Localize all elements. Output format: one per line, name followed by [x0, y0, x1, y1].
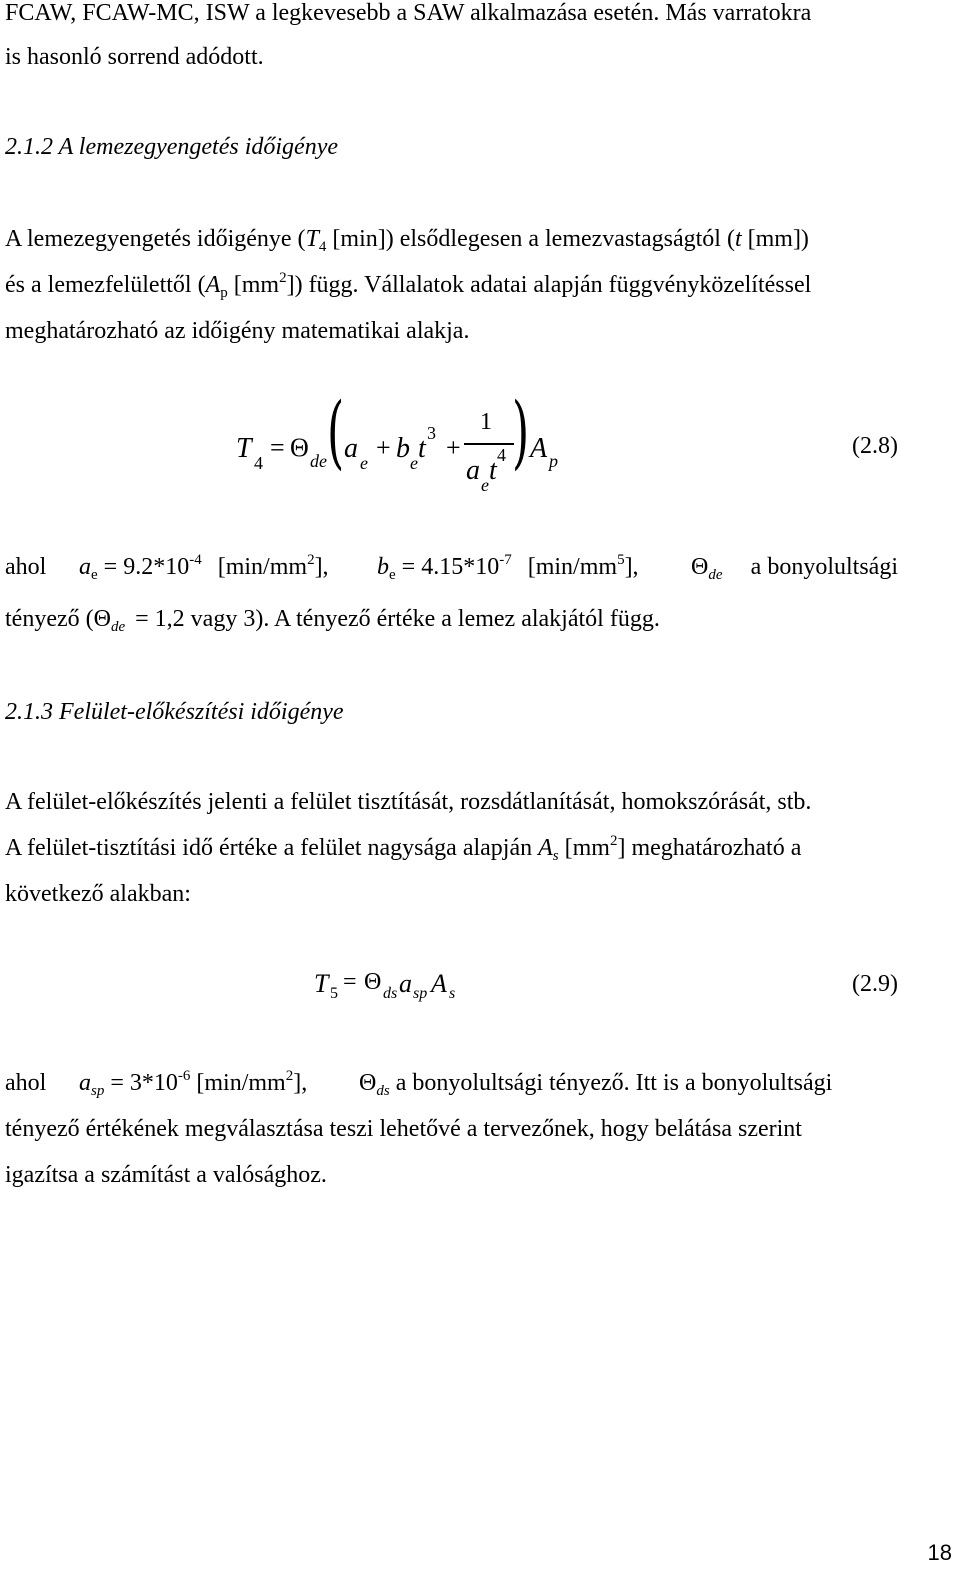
definition-line: tényező ($\Theta_{de} = 1,2$ vagy 3). A tényező értéke a lemez alakjától függ.	[5, 606, 660, 635]
paragraph-line	[5, 224, 898, 254]
equation-number: (2.9)	[852, 971, 898, 997]
eq-symbol: a	[399, 969, 412, 998]
eq-symbol: t	[489, 455, 497, 486]
eq-subscript: s	[449, 985, 456, 1002]
equation-2-8	[0, 385, 960, 505]
definition-line: igazítsa a számítást a valósághoz.	[5, 1162, 327, 1188]
eq-superscript: 4	[497, 445, 506, 465]
eq-operator: =	[343, 969, 357, 995]
eq-symbol: b	[396, 433, 410, 464]
paragraph-line	[5, 42, 264, 72]
eq-operator: +	[376, 433, 391, 462]
text-line: FCAW, FCAW-MC, ISW a legkevesebb a SAW alkalmazása esetén. Más varratokra	[5, 0, 812, 26]
eq-operator: =	[270, 433, 285, 462]
definition-line	[5, 1114, 898, 1144]
text-line: is hasonló sorrend adódott.	[5, 44, 264, 70]
equation-number: (2.8)	[852, 433, 898, 459]
eq-symbol: T	[314, 969, 329, 998]
eq-symbol: A	[530, 433, 548, 464]
text-line: A felület-tisztítási idő értéke a felület nagysága alapján $A_s$ $[mm^2]$ meghatározható a	[5, 833, 802, 864]
text-line: A felület-előkészítés jelenti a felület tisztítását, rozsdátlanítását, homokszórását, stb.	[5, 789, 812, 815]
paragraph-line: következő alakban:	[5, 881, 191, 907]
page-number: 18	[927, 1540, 952, 1565]
eq-subscript: sp	[413, 985, 428, 1002]
eq-symbol: a	[344, 433, 358, 464]
eq-subscript: e	[481, 475, 489, 495]
eq-symbol: Θ	[364, 969, 382, 995]
definition-line: ahol $a_e = 9.2*10^{-4}$ $[\min/mm^2]$, $b_e = 4.15*10^{-7}$ $[\min/mm^5]$, $\Theta_{de}$ a bonyolultsági	[5, 552, 898, 583]
paragraph-line	[5, 0, 898, 28]
eq-superscript: 3	[427, 423, 436, 443]
eq-symbol: Θ	[290, 433, 309, 462]
eq-subscript: 5	[330, 985, 338, 1002]
eq-subscript: p	[549, 451, 558, 471]
paragraph-line	[5, 787, 898, 817]
eq-symbol: A	[431, 969, 447, 998]
eq-symbol: T	[236, 433, 252, 464]
eq-subscript: 4	[254, 453, 263, 473]
definition-line: ahol $a_{sp} = 3*10^{-6}$ $[\min/mm^2]$, $\Theta_{ds}$ a bonyolultsági tényező. Itt is a bonyolultsági	[5, 1068, 833, 1099]
paragraph-line	[5, 833, 898, 863]
eq-subscript: ds	[383, 985, 398, 1002]
paragraph-line: meghatározható az időigény matematikai alakja.	[5, 318, 470, 344]
section-heading: 2.1.3 Felület-előkészítési időigénye	[5, 699, 344, 725]
equation-2-9	[0, 965, 960, 1015]
eq-symbol: t	[418, 433, 426, 464]
right-paren: )	[512, 385, 530, 478]
eq-subscript: e	[410, 453, 418, 473]
left-paren: (	[327, 385, 345, 478]
eq-operator: +	[446, 433, 461, 462]
eq-numerator: 1	[480, 409, 492, 435]
paragraph-line: és a lemezfelülettől ($A_p$ $[mm^2]$) függ. Vállalatok adatai alapján függvényközelítéssel	[5, 270, 812, 301]
fraction-bar	[464, 443, 514, 445]
eq-subscript: de	[310, 451, 327, 471]
text-line: A lemezegyengetés időigénye ($T_4$ [min]) elsődlegesen a lemezvastagságtól (t [mm])	[5, 226, 809, 255]
section-heading: 2.1.2 A lemezegyengetés időigénye	[5, 134, 338, 160]
eq-subscript: e	[360, 453, 368, 473]
eq-symbol: a	[466, 455, 480, 486]
text-line: tényező értékének megválasztása teszi lehetővé a tervezőnek, hogy belátása szerint	[5, 1116, 802, 1142]
